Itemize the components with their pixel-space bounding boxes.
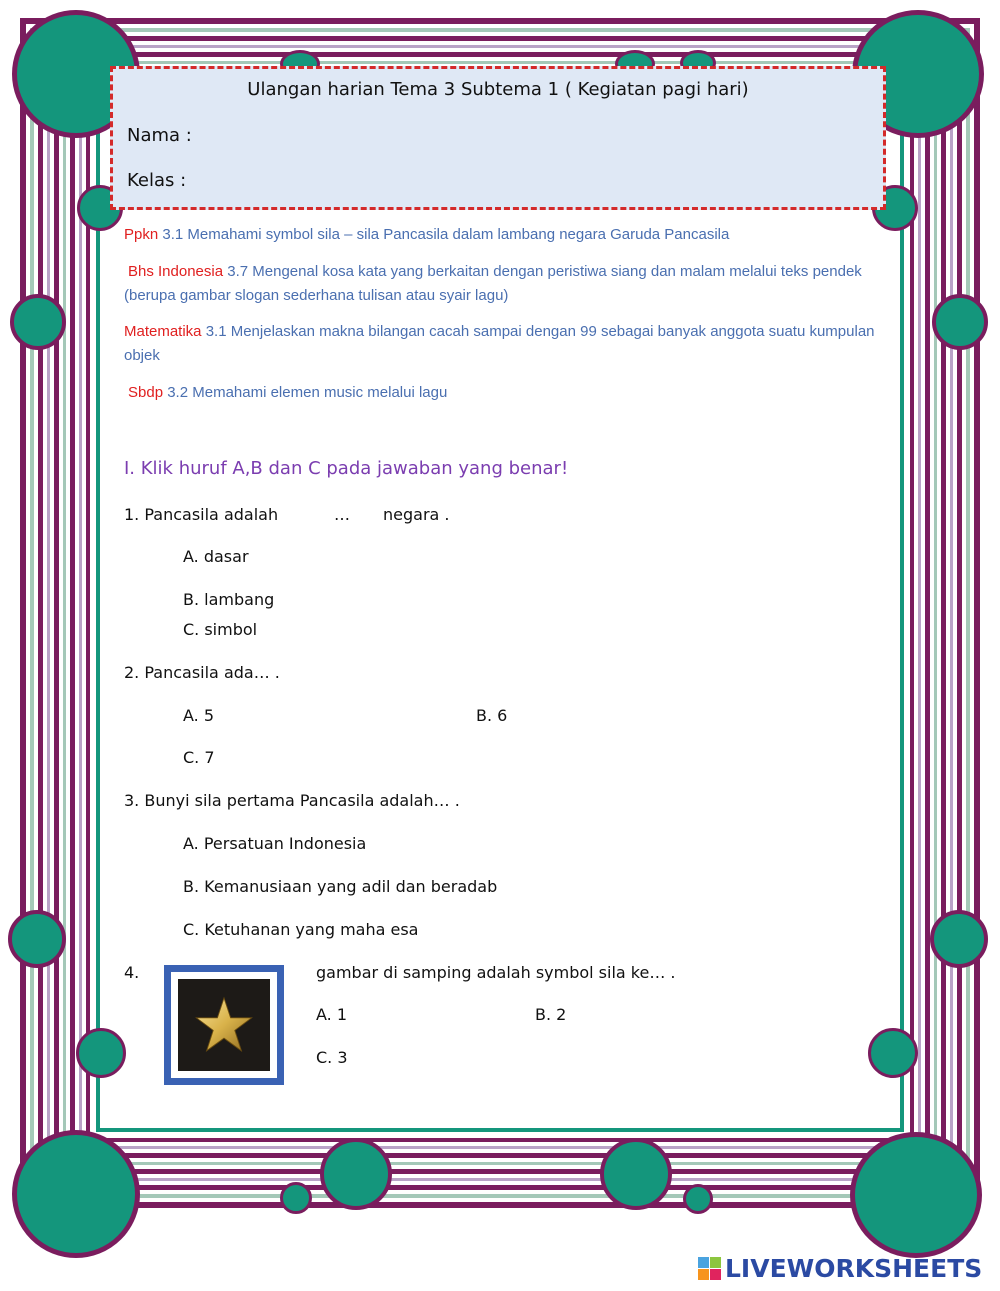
question-3-option-c[interactable]: C. Ketuhanan yang maha esa <box>183 920 419 939</box>
competency-subject: Bhs Indonesia <box>128 263 224 280</box>
circle-bottom-1 <box>320 1138 392 1210</box>
question-2-option-b[interactable]: B. 6 <box>476 706 508 725</box>
question-1-text-b: negara . <box>383 505 450 524</box>
question-2-text: 2. Pancasila ada… . <box>124 663 280 682</box>
competency-text: 3.7 Mengenal kosa kata yang berkaitan dengan peristiwa siang dan malam melalui teks pendek (berupa gambar slogan sederhana tulisan atau syair lagu) <box>124 263 862 304</box>
question-3-option-a[interactable]: A. Persatuan Indonesia <box>183 834 367 853</box>
circle-corner-br <box>850 1132 982 1258</box>
question-1-blank: … <box>334 505 350 524</box>
liveworksheets-logo-icon <box>698 1257 721 1280</box>
star-icon <box>194 995 254 1055</box>
competency-subject: Sbdp <box>128 384 164 401</box>
competency-ppkn <box>124 223 876 247</box>
competency-text: 3.2 Memahami elemen music melalui lagu <box>163 384 448 401</box>
competency-sbdp <box>124 381 876 405</box>
circle-right-4 <box>868 1028 918 1078</box>
question-2-option-c[interactable]: C. 7 <box>183 748 215 767</box>
circle-bottom-3 <box>280 1182 312 1214</box>
question-3-text: 3. Bunyi sila pertama Pancasila adalah… . <box>124 791 460 810</box>
circle-corner-bl <box>12 1130 140 1258</box>
question-4-option-b[interactable]: B. 2 <box>535 1005 567 1024</box>
liveworksheets-logo <box>698 1254 982 1283</box>
competency-subject: Ppkn <box>124 226 159 243</box>
question-4-text: gambar di samping adalah symbol sila ke… . <box>316 963 676 982</box>
circle-bottom-2 <box>600 1138 672 1210</box>
competency-bhs-indonesia <box>124 260 876 308</box>
circle-left-4 <box>76 1028 126 1078</box>
circle-bottom-4 <box>683 1184 713 1214</box>
competency-matematika <box>124 320 876 368</box>
star-symbol-image <box>164 965 284 1085</box>
nama-label: Nama : <box>127 125 192 146</box>
question-4-number: 4. <box>124 963 140 982</box>
question-1-text-a: 1. Pancasila adalah <box>124 505 279 524</box>
header-box <box>110 66 886 210</box>
competency-subject: Matematika <box>124 323 202 340</box>
question-4-option-c[interactable]: C. 3 <box>316 1048 348 1067</box>
competency-text: 3.1 Memahami symbol sila – sila Pancasila dalam lambang negara Garuda Pancasila <box>158 226 730 243</box>
kelas-label: Kelas : <box>127 170 187 191</box>
worksheet-title: Ulangan harian Tema 3 Subtema 1 ( Kegiatan pagi hari) <box>247 79 749 100</box>
question-1-option-a[interactable]: A. dasar <box>183 547 249 566</box>
question-3-option-b[interactable]: B. Kemanusiaan yang adil dan beradab <box>183 877 498 896</box>
competency-text: 3.1 Menjelaskan makna bilangan cacah sampai dengan 99 sebagai banyak anggota suatu kumpulan objek <box>124 323 875 364</box>
circle-right-2 <box>932 294 988 350</box>
section-title: I. Klik huruf A,B dan C pada jawaban yang benar! <box>124 458 569 479</box>
circle-left-2 <box>10 294 66 350</box>
question-2-option-a[interactable]: A. 5 <box>183 706 215 725</box>
liveworksheets-logo-text: LIVEWORKSHEETS <box>725 1254 983 1283</box>
question-4-option-a[interactable]: A. 1 <box>316 1005 348 1024</box>
question-1-option-b[interactable]: B. lambang <box>183 590 275 609</box>
circle-right-3 <box>930 910 988 968</box>
question-1-option-c[interactable]: C. simbol <box>183 620 258 639</box>
circle-left-3 <box>8 910 66 968</box>
